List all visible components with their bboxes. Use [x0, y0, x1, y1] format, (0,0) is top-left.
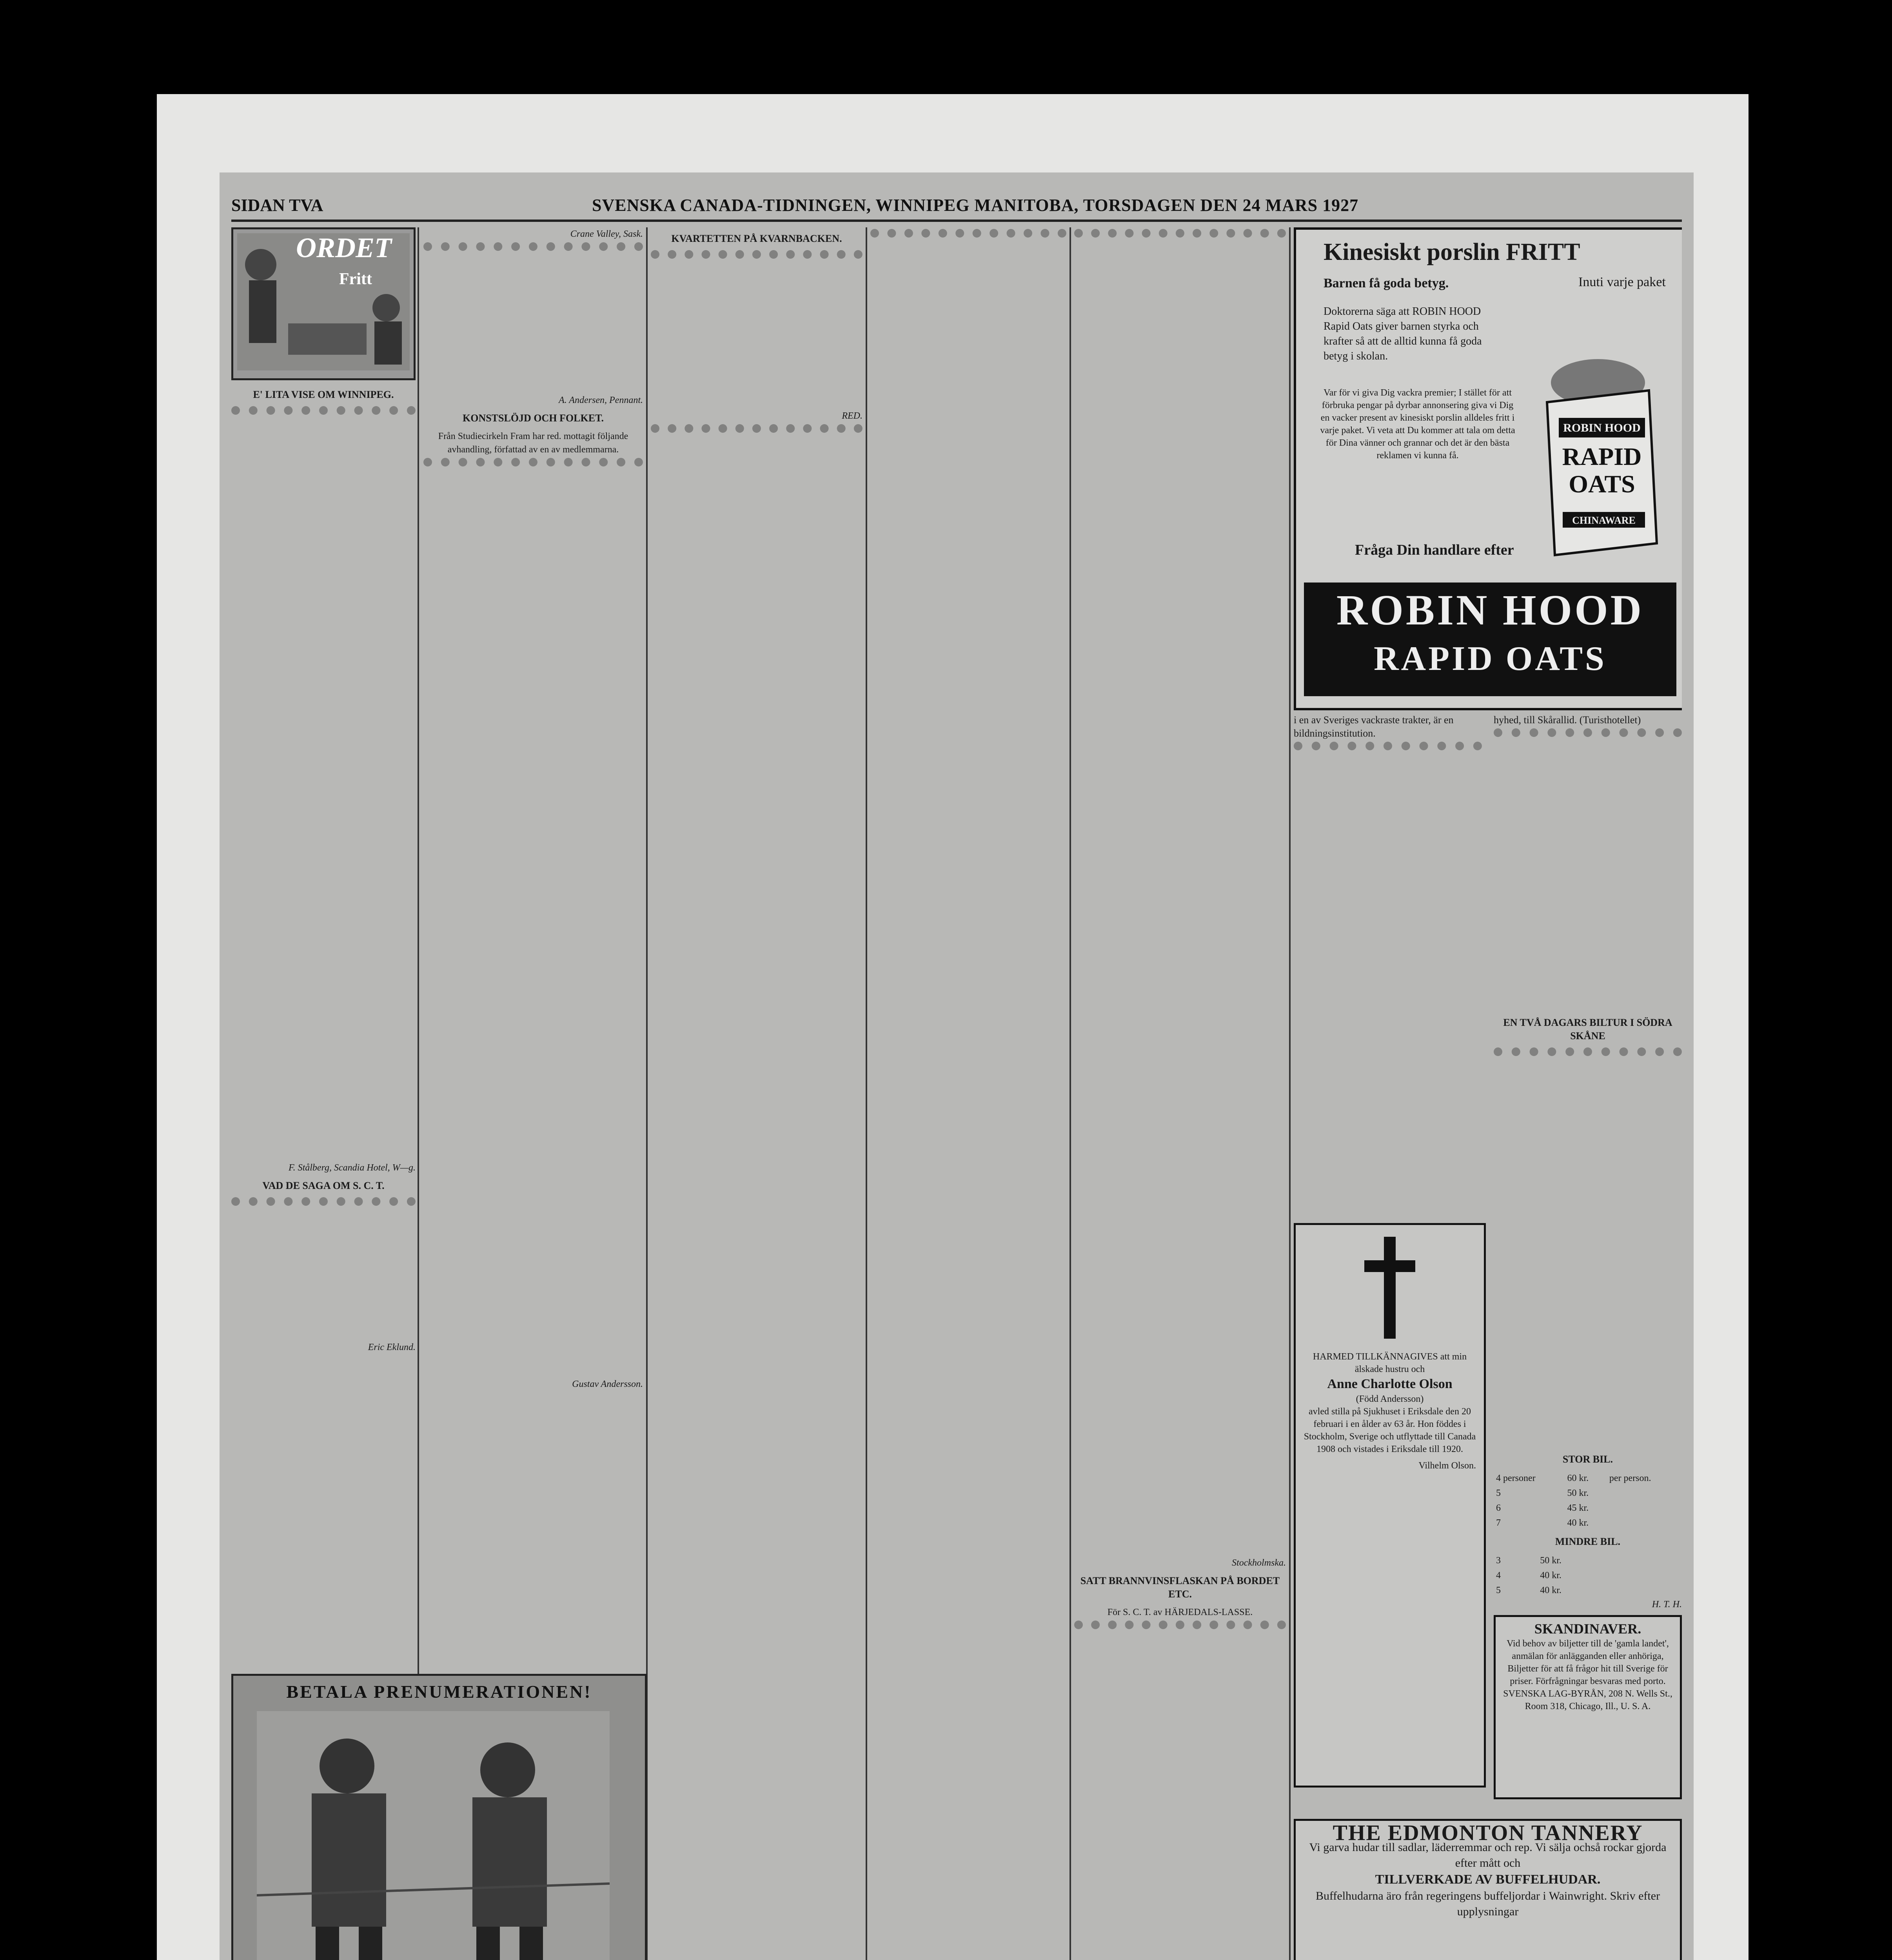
obituary-notice: [1294, 1223, 1486, 1788]
edmonton-tannery-ad: [1294, 1819, 1682, 1960]
rates-table-big: [1494, 1471, 1682, 1530]
article-signature: RED.: [842, 411, 862, 421]
cartoon-title: BETALA PRENUMERATIONEN!: [286, 1682, 592, 1702]
pack-word-chinaware: CHINAWARE: [1572, 515, 1636, 526]
article-text-block: [423, 458, 643, 1376]
article-text-block: [1074, 229, 1286, 1555]
poem-signature: F. Stålberg, Scandia Hotel, W—g.: [289, 1163, 416, 1173]
article-subtitle: Från Studiecirkeln Fram har red. mottagit följande avhandling, författad av en av medlemmarna.: [438, 431, 628, 455]
poem-title: E' LITA VISE OM WINNIPEG.: [253, 389, 394, 400]
article-signature: Eric Eklund.: [368, 1342, 416, 1352]
skandinaver-body: Vid behov av biljetter till de 'gamla landet', anmälan för anlägganden eller anhöriga, Biljetter för att få frågor hit till Sverige för priser. Förfrågningar besvaras med porto. SVENSKA LAG-BYRÅN, 208 N. Wells St., Room 318, Chicago, Ill., U. S. A.: [1503, 1639, 1672, 1711]
robin-hood-ad: [1294, 227, 1682, 710]
article-signature: Gustav Andersson.: [572, 1379, 643, 1389]
column-5: [1074, 227, 1286, 1960]
article-title: KONSTSLÖJD OCH FOLKET.: [463, 412, 604, 424]
ad-headline: Kinesiskt porslin FRITT: [1324, 239, 1580, 265]
article-text-block: [870, 229, 1066, 1960]
letter-text-block: [423, 242, 643, 392]
tannery-line1: Vi garva hudar till sadlar, läderremmar och rep. Vi sälja ochså rockar gjorda efter mått och: [1309, 1841, 1667, 1869]
newspaper-page: [220, 172, 1694, 1960]
page-label: SIDAN TVA: [231, 196, 323, 215]
poem-text-block: [231, 406, 416, 1160]
letter-signature: A. Andersen, Pennant.: [559, 395, 643, 405]
ad-tagline: Inuti varje paket: [1578, 275, 1666, 289]
ad-offer: Var för vi giva Dig vackra premier; I stället för att förbruka pengar på dyrbar annonsering giva vi Dig en vacker present av kinesiskt porslin alldeles fritt i varje paket. Vi veta att Du kommer att tala om detta för Dina vänner och grannar och det är den bästa reklamen vi kunna få.: [1320, 388, 1515, 461]
table-row: 4 personer 60 kr. per person.: [1496, 1473, 1651, 1483]
rates-table-small: [1494, 1553, 1682, 1598]
column-4: [870, 227, 1066, 1960]
masthead: SVENSKA CANADA-TIDNINGEN, WINNIPEG MANITOBA, TORSDAGEN DEN 24 MARS 1927: [592, 196, 1359, 215]
article-text-block: [1494, 728, 1682, 1011]
table-row: 4 40 kr.: [1496, 1570, 1562, 1581]
article-intro-block: [651, 250, 862, 408]
page-header: [231, 188, 1682, 222]
column-6: [1294, 227, 1682, 1960]
comic-title: ORDET: [296, 232, 392, 263]
ad-body: Doktorerna säga att ROBIN HOOD Rapid Oats giver barnen styrka och krafter så att de alltid kunna få goda betyg i skolan.: [1324, 305, 1482, 362]
pack-brand: ROBIN HOOD: [1563, 421, 1641, 434]
column-rule: [866, 227, 867, 1960]
article-signature: Stockholmska.: [1232, 1558, 1286, 1568]
travel-heading: EN TVÅ DAGARS BILTUR I SÖDRA SKÅNE: [1503, 1017, 1672, 1042]
article-text-block: [1494, 1047, 1682, 1448]
table-row: 6 45 kr.: [1496, 1503, 1589, 1513]
article-lead: i en av Sveriges vackraste trakter, är en bildningsinstitution.: [1294, 714, 1454, 739]
ad-subhead: Barnen få goda betyg.: [1324, 276, 1449, 290]
article-text-block: [1294, 742, 1482, 1221]
ad-ask: Fråga Din handlare efter: [1355, 542, 1514, 558]
tannery-line3: Buffelhudarna äro från regeringens buffeljordar i Wainwright. Skriv efter upplysningar: [1315, 1889, 1660, 1918]
article-title: SATT BRANNVINSFLASKAN PÅ BORDET ETC.: [1080, 1575, 1280, 1600]
article-text-block: [231, 1197, 416, 1339]
table-row: 5 50 kr.: [1496, 1488, 1589, 1498]
oats-package-illustration: [1531, 355, 1665, 559]
obituary-body: avled stilla på Sjukhuset i Eriksdale den 20 februari i en ålder av 63 år. Hon föddes i Stockholm, Sverige och utflyttade till Canada 1908 och vistades i Eriksdale till 1920.: [1304, 1406, 1476, 1454]
column-3: [651, 227, 862, 1960]
cartoon-illustration: [257, 1711, 610, 1960]
article-text-block: [651, 424, 862, 1960]
brand-name: ROBIN HOOD: [1336, 586, 1644, 634]
rates-signature: H. T. H.: [1652, 1599, 1682, 1610]
tannery-line2: TILLVERKADE AV BUFFELHUDAR.: [1375, 1872, 1601, 1887]
comic-subtitle: Fritt: [339, 270, 372, 288]
obituary-signature: Vilhelm Olson.: [1418, 1461, 1476, 1471]
skandinaver-ad: [1494, 1615, 1682, 1799]
pack-word-oats: OATS: [1569, 470, 1635, 498]
column-rule: [1289, 227, 1291, 1960]
article-lead: hyhed, till Skårallid. (Turisthotellet): [1494, 714, 1641, 726]
obituary-born: (Född Andersson): [1356, 1394, 1424, 1404]
article-text-block: [1074, 1621, 1286, 1960]
tannery-title: THE EDMONTON TANNERY: [1333, 1821, 1643, 1845]
brand-product: RAPID OATS: [1374, 640, 1607, 678]
column-rule: [1069, 227, 1071, 1960]
subscription-cartoon: [231, 1674, 647, 1960]
skandinaver-title: SKANDINAVER.: [1534, 1621, 1641, 1637]
obituary-text: [1304, 1350, 1476, 1472]
negative-frame: [157, 94, 1749, 1960]
ordet-comic-header: [231, 227, 416, 380]
article-title: VAD DE SAGA OM S. C. T.: [262, 1180, 385, 1191]
table-row: 5 40 kr.: [1496, 1585, 1562, 1595]
pack-word-rapid: RAPID: [1562, 443, 1642, 470]
rates-heading-big: STOR BIL.: [1562, 1454, 1613, 1465]
cross-icon: [1364, 1237, 1415, 1339]
letter-place: Crane Valley, Sask.: [570, 229, 643, 239]
obituary-name: Anne Charlotte Olson: [1327, 1377, 1453, 1391]
article-title: KVARTETTEN PÅ KVARNBACKEN.: [671, 233, 842, 244]
ad-brand-banner: [1304, 583, 1676, 696]
obituary-lead: HARMED TILLKÄNNAGIVES att min älskade hustru och: [1313, 1352, 1467, 1374]
table-row: 7 40 kr.: [1496, 1518, 1589, 1528]
rates-heading-small: MINDRE BIL.: [1555, 1536, 1621, 1547]
article-byline: För S. C. T. av HÄRJEDALS-LASSE.: [1107, 1607, 1253, 1617]
table-row: 3 50 kr.: [1496, 1555, 1562, 1566]
